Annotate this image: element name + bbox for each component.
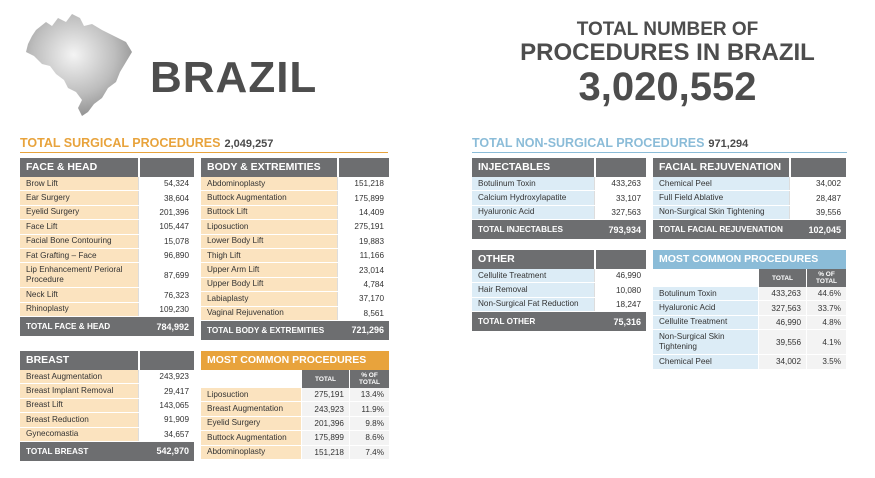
row-label: Full Field Ablative (653, 191, 789, 204)
row-label: Ear Surgery (20, 191, 138, 204)
row-value: 105,447 (138, 220, 194, 233)
row-label: Buttock Augmentation (201, 191, 337, 204)
row-value: 37,170 (337, 292, 389, 305)
row-label: Non-Surgical Skin Tightening (653, 330, 758, 354)
row-label: Brow Lift (20, 177, 138, 190)
row-value: 28,487 (789, 191, 846, 204)
row-value: 29,417 (138, 384, 194, 397)
row-label: Breast Implant Removal (20, 384, 138, 397)
row-label: Breast Augmentation (201, 402, 301, 415)
row-total: 201,396 (301, 417, 349, 430)
row-value: 175,899 (337, 191, 389, 204)
row-value: 46,990 (594, 269, 646, 282)
brazil-map-icon (22, 8, 137, 118)
table-title: MOST COMMON PROCEDURES (653, 250, 846, 269)
col-pct-header: % OF TOTAL (349, 370, 389, 388)
row-pct: 7.4% (349, 446, 389, 459)
table-title: FACIAL REJUVENATION (659, 161, 782, 173)
total-value: 102,045 (808, 224, 841, 235)
face-head-table (20, 158, 194, 336)
row-label: Vaginal Rejuvenation (201, 307, 337, 320)
row-label: Hyaluronic Acid (653, 301, 758, 314)
row-label: Liposuction (201, 388, 301, 401)
row-value: 38,604 (138, 191, 194, 204)
row-label: Lip Enhancement/ Perioral Procedure (20, 263, 138, 287)
row-total: 243,923 (301, 402, 349, 415)
row-label: Face Lift (20, 220, 138, 233)
row-value: 14,409 (337, 206, 389, 219)
table-title: INJECTABLES (478, 161, 551, 173)
total-label: TOTAL INJECTABLES (478, 225, 563, 235)
total-label: TOTAL OTHER (478, 317, 536, 327)
row-value: 33,107 (594, 191, 646, 204)
row-label: Gynecomastia (20, 428, 138, 441)
total-label: TOTAL FACIAL REJUVENATION (659, 225, 783, 235)
row-value: 327,563 (594, 206, 646, 219)
row-total: 34,002 (758, 355, 806, 368)
row-label: Abdominoplasty (201, 177, 337, 190)
row-value: 34,002 (789, 177, 846, 190)
row-label: Facial Bone Contouring (20, 235, 138, 248)
row-pct: 13.4% (349, 388, 389, 401)
row-value: 76,323 (138, 288, 194, 301)
row-value: 18,247 (594, 298, 646, 311)
row-label: Hair Removal (472, 283, 594, 296)
row-label: Non-Surgical Skin Tightening (653, 206, 789, 219)
row-label: Labiaplasty (201, 292, 337, 305)
row-pct: 4.1% (806, 330, 846, 354)
row-value: 4,784 (337, 278, 389, 291)
row-total: 151,218 (301, 446, 349, 459)
headline (490, 20, 845, 107)
total-value: 793,934 (608, 224, 641, 235)
table-title: FACE & HEAD (26, 161, 98, 173)
row-pct: 4.8% (806, 316, 846, 329)
surgical-most-common-table (201, 351, 389, 460)
country-title: BRAZIL (150, 53, 318, 102)
row-total: 175,899 (301, 431, 349, 444)
headline-line1: TOTAL NUMBER OF (576, 19, 759, 40)
table-title: MOST COMMON PROCEDURES (201, 351, 389, 370)
row-value: 54,324 (138, 177, 194, 190)
row-label: Fat Grafting – Face (20, 249, 138, 262)
row-label: Breast Lift (20, 399, 138, 412)
row-pct: 33.7% (806, 301, 846, 314)
row-value: 11,166 (337, 249, 389, 262)
row-label: Lower Body Lift (201, 235, 337, 248)
col-pct-header: % OF TOTAL (806, 269, 846, 287)
row-value: 15,078 (138, 235, 194, 248)
row-label: Botulinum Toxin (472, 177, 594, 190)
nonsurgical-label: TOTAL NON-SURGICAL PROCEDURES (472, 136, 705, 150)
row-value: 96,890 (138, 249, 194, 262)
row-label: Eyelid Surgery (201, 417, 301, 430)
col-total-header: TOTAL (301, 370, 349, 388)
total-value: 784,992 (156, 321, 189, 332)
row-label: Buttock Lift (201, 206, 337, 219)
row-value: 151,218 (337, 177, 389, 190)
row-label: Abdominoplasty (201, 446, 301, 459)
col-total-header: TOTAL (758, 269, 806, 287)
row-label: Cellulite Treatment (653, 316, 758, 329)
breast-table (20, 351, 194, 461)
row-value: 91,909 (138, 413, 194, 426)
row-label: Upper Arm Lift (201, 263, 337, 276)
body-extremities-table (201, 158, 389, 340)
headline-total: 3,020,552 (578, 65, 757, 109)
surgical-header (20, 136, 388, 153)
row-value: 275,191 (337, 220, 389, 233)
total-value: 542,970 (156, 446, 189, 457)
table-title: OTHER (478, 253, 515, 265)
table-title: BODY & EXTREMITIES (207, 161, 321, 173)
row-label: Thigh Lift (201, 249, 337, 262)
nonsurgical-most-common-table (653, 250, 846, 370)
row-value: 10,080 (594, 283, 646, 296)
nonsurgical-header (472, 136, 847, 153)
row-label: Neck Lift (20, 288, 138, 301)
row-label: Chemical Peel (653, 355, 758, 368)
row-label: Botulinum Toxin (653, 287, 758, 300)
injectables-table (472, 158, 646, 239)
row-label: Non-Surgical Fat Reduction (472, 298, 594, 311)
row-value: 19,883 (337, 235, 389, 248)
row-value: 143,065 (138, 399, 194, 412)
row-value: 201,396 (138, 206, 194, 219)
row-value: 87,699 (138, 263, 194, 287)
total-label: TOTAL BODY & EXTREMITIES (207, 325, 325, 335)
other-table (472, 250, 646, 331)
row-value: 23,014 (337, 263, 389, 276)
total-value: 75,316 (613, 316, 641, 327)
row-total: 46,990 (758, 316, 806, 329)
row-value: 8,561 (337, 307, 389, 320)
total-value: 721,296 (351, 325, 384, 336)
row-pct: 8.6% (349, 431, 389, 444)
surgical-label: TOTAL SURGICAL PROCEDURES (20, 136, 221, 150)
facial-rejuvenation-table (653, 158, 846, 239)
surgical-total: 2,049,257 (224, 138, 274, 150)
row-total: 275,191 (301, 388, 349, 401)
row-label: Breast Augmentation (20, 370, 138, 383)
row-pct: 44.6% (806, 287, 846, 300)
row-pct: 11.9% (349, 402, 389, 415)
row-total: 39,556 (758, 330, 806, 354)
row-total: 433,263 (758, 287, 806, 300)
row-label: Liposuction (201, 220, 337, 233)
row-label: Breast Reduction (20, 413, 138, 426)
total-label: TOTAL BREAST (26, 446, 89, 456)
row-label: Rhinoplasty (20, 303, 138, 316)
nonsurgical-total: 971,294 (708, 138, 749, 150)
row-label: Calcium Hydroxylapatite (472, 191, 594, 204)
row-value: 433,263 (594, 177, 646, 190)
row-label: Eyelid Surgery (20, 206, 138, 219)
total-label: TOTAL FACE & HEAD (26, 322, 111, 332)
row-label: Upper Body Lift (201, 278, 337, 291)
row-value: 243,923 (138, 370, 194, 383)
row-pct: 3.5% (806, 355, 846, 368)
row-value: 34,657 (138, 428, 194, 441)
row-label: Cellulite Treatment (472, 269, 594, 282)
headline-line2: PROCEDURES IN BRAZIL (520, 39, 815, 66)
row-label: Chemical Peel (653, 177, 789, 190)
row-value: 109,230 (138, 303, 194, 316)
row-total: 327,563 (758, 301, 806, 314)
row-value: 39,556 (789, 206, 846, 219)
table-title: BREAST (26, 354, 70, 366)
row-label: Buttock Augmentation (201, 431, 301, 444)
row-label: Hyaluronic Acid (472, 206, 594, 219)
row-pct: 9.8% (349, 417, 389, 430)
